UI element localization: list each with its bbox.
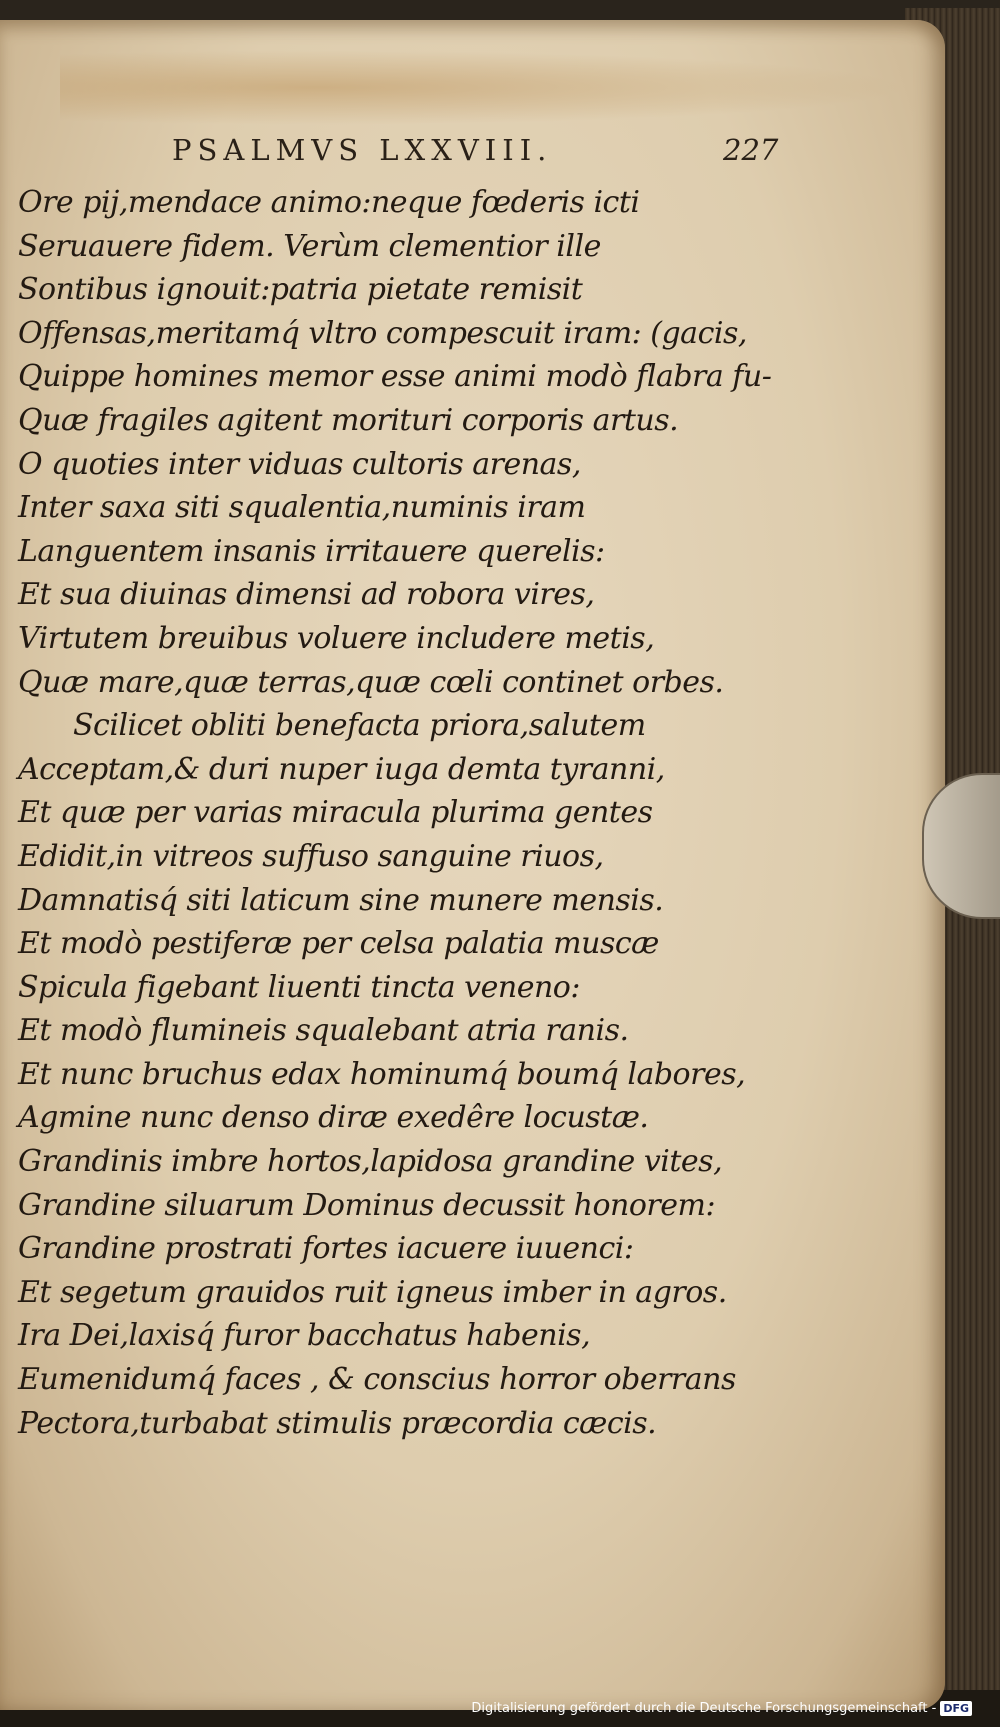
- verse-line: Grandine prostrati fortes iacuere iuuenci:: [18, 1231, 634, 1267]
- verse-line: Seruauere fidem. Verùm clementior ille: [18, 228, 601, 264]
- verse-line: Et sua diuinas dimensi ad robora vires,: [18, 577, 595, 613]
- book-page: [0, 20, 945, 1710]
- dfg-logo: DFG: [940, 1701, 972, 1716]
- page-header: [0, 133, 945, 173]
- verse-line: Grandine siluarum Dominus decussit honorem:: [18, 1187, 716, 1223]
- verse-line: Agmine nunc denso diræ exedêre locustæ.: [18, 1100, 649, 1136]
- verse-line: Eumenidumq́ faces , & conscius horror oberrans: [18, 1362, 736, 1398]
- verse-line: O quoties inter viduas cultoris arenas,: [18, 446, 581, 482]
- page-number: 227: [723, 133, 779, 167]
- verse-line: Offensas,meritamq́ vltro compescuit iram: (gacis,: [18, 315, 747, 351]
- verse-line: Et segetum grauidos ruit igneus imber in agros.: [18, 1274, 727, 1310]
- verse-line: Inter saxa siti squalentia,numinis iram: [18, 490, 586, 526]
- verse-line: Scilicet obliti benefacta priora,salutem: [73, 708, 646, 744]
- verse-line: Damnatisq́ siti laticum sine munere mensis.: [18, 882, 664, 918]
- verse-list: [18, 181, 898, 1445]
- running-head: PSALMVS LXXVIII.: [172, 133, 553, 167]
- verse-line: Quæ fragiles agitent morituri corporis artus.: [18, 402, 679, 438]
- verse-line: Quippe homines memor esse animi modò flabra fu-: [18, 359, 772, 395]
- verse-line: Quæ mare,quæ terras,quæ cœli continet orbes.: [18, 664, 724, 700]
- verse-line: Virtutem breuibus voluere includere metis,: [18, 620, 655, 656]
- digitization-credit: [471, 1697, 972, 1719]
- verse-line: Spicula figebant liuenti tincta veneno:: [18, 969, 580, 1005]
- verse-line: Ira Dei,laxisq́ furor bacchatus habenis,: [18, 1318, 591, 1354]
- verse-line: Grandinis imbre hortos,lapidosa grandine vites,: [18, 1144, 723, 1180]
- verse-line: Ore pij,mendace animo:neque fœderis icti: [18, 185, 640, 220]
- verse-line: Pectora,turbabat stimulis præcordia cæcis.: [18, 1405, 657, 1441]
- verse-line: Et modò pestiferæ per celsa palatia muscæ: [18, 926, 659, 962]
- verse-line: Et modò flumineis squalebant atria ranis.: [18, 1013, 629, 1049]
- page-stain: [60, 50, 910, 125]
- verse-line: Acceptam,& duri nuper iuga demta tyranni,: [18, 751, 665, 787]
- verse-line: Edidit,in vitreos suffuso sanguine riuos,: [18, 838, 604, 874]
- credit-text: Digitalisierung gefördert durch die Deutsche Forschungsgemeinschaft -: [471, 1700, 937, 1716]
- verse-line: Languentem insanis irritauere querelis:: [18, 533, 605, 569]
- verse-line: Et quæ per varias miracula plurima gentes: [18, 795, 653, 831]
- verse-line: Sontibus ignouit:patria pietate remisit: [18, 272, 583, 308]
- verse-line: Et nunc bruchus edax hominumq́ boumq́ labores,: [18, 1056, 746, 1092]
